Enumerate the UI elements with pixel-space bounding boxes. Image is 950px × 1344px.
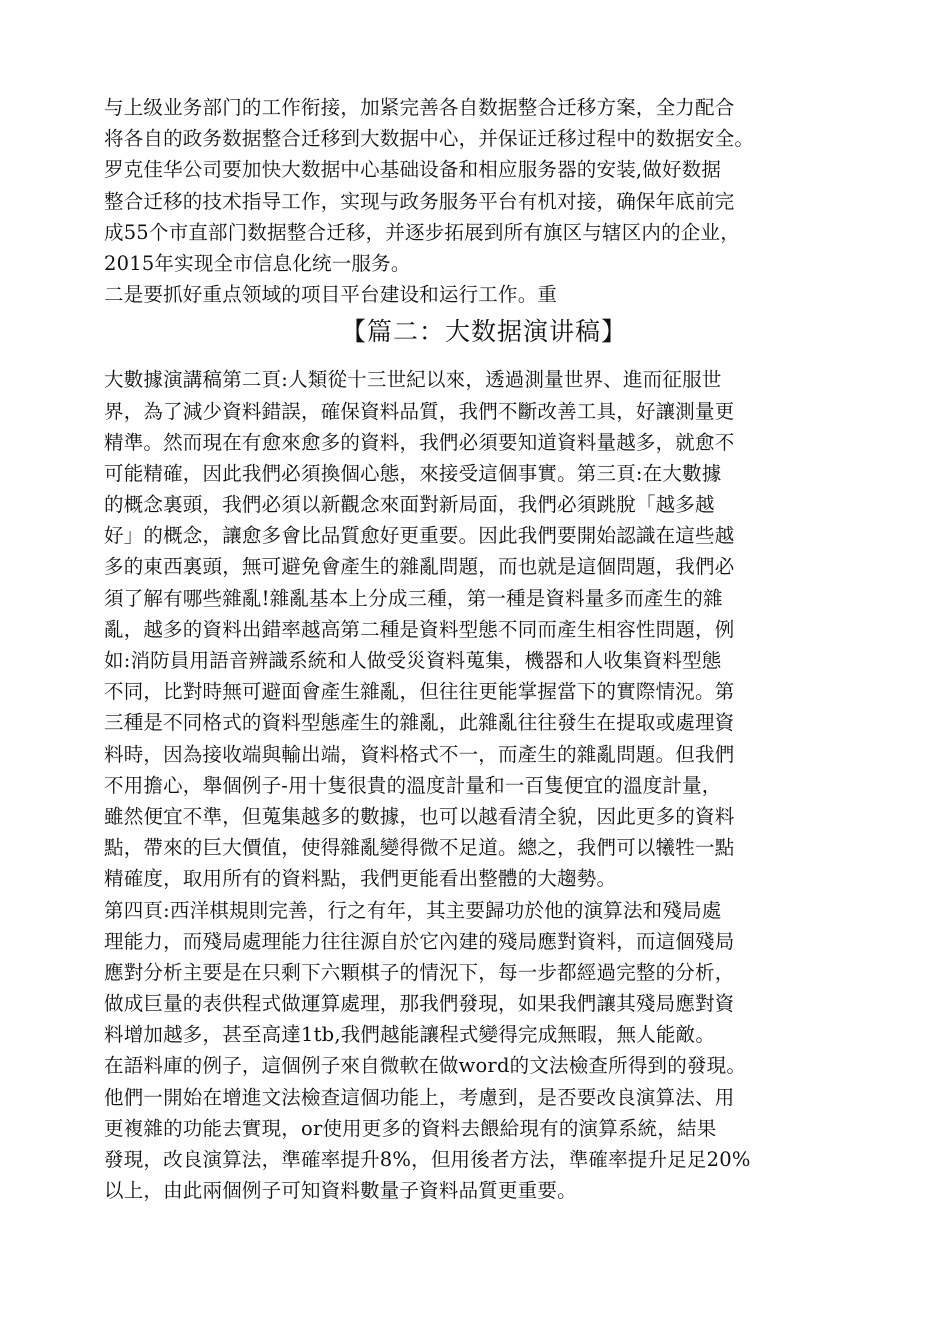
text-line: 精確度，取用所有的資料點，我們更能看出整體的大趨勢。 [104, 867, 617, 891]
text-line: 整合迁移的技术指导工作，实现与政务服务平台有机对接，确保年底前完 [104, 189, 735, 213]
text-line: 二是要抓好重点领域的项目平台建设和运行工作。重 [104, 283, 558, 307]
text-line: 三種是不同格式的資料型態產生的雜亂，此雜亂往往發生在提取或處理資 [104, 711, 735, 735]
text-line: 与上级业务部门的工作衔接，加紧完善各自数据整合迁移方案，全力配合 [104, 96, 735, 119]
text-line: 将各自的政务数据整合迁移到大数据中心，并保证迁移过程中的数据安全。 [104, 127, 755, 151]
document-page [104, 92, 864, 1206]
text-line: 在語料庫的例子，這個例子來自微軟在做word的文法檢查所得到的發現。 [104, 1054, 747, 1078]
text-line: 第四頁:西洋棋規則完善，行之有年，其主要歸功於他的演算法和殘局處 [104, 898, 722, 922]
text-line: 須了解有哪些雜亂!雜亂基本上分成三種，第一種是資料量多而產生的雜 [104, 586, 723, 610]
text-line: 點，帶來的巨大價值，使得雜亂變得微不足道。總之，我們可以犧牲一點 [104, 836, 735, 860]
text-line: 界，為了減少資料錯誤，確保資料品質，我們不斷改善工具，好讓測量更 [104, 399, 735, 423]
text-line: 罗克佳华公司要加快大数据中心基础设备和相应服务器的安装,做好数据 [104, 158, 722, 182]
text-line: 亂，越多的資料出錯率越高第二種是資料型態不同而產生相容性問題，例 [104, 617, 735, 641]
text-line: 如:消防員用語音辨識系統和人做受災資料蒐集，機器和人收集資料型態 [104, 649, 722, 672]
section-heading: 【篇二：大数据演讲稿】 [340, 317, 627, 347]
text-line: 好」的概念，讓愈多會比品質愈好更重要。因此我們要開始認識在這些越 [104, 524, 735, 548]
section-1-text [104, 92, 864, 310]
text-line: 多的東西裏頭，無可避免會產生的雜亂問題，而也就是這個問題，我們必 [104, 555, 735, 579]
text-line: 精準。然而現在有愈來愈多的資料，我們必須要知道資料量越多，就愈不 [104, 430, 735, 454]
text-line: 大數據演講稿第二頁:人類從十三世紀以來，透過測量世界、進而征服世 [104, 368, 722, 392]
text-line: 成55个市直部门数据整合迁移，并逐步拓展到所有旗区与辖区内的企业， [104, 220, 740, 244]
text-line: 不用擔心，舉個例子-用十隻很貴的溫度計量和一百隻便宜的溫度計量， [104, 773, 722, 797]
text-line: 料時，因為接收端與輸出端，資料格式不一，而產生的雜亂問題。但我們 [104, 742, 735, 766]
text-line: 2015年实现全市信息化统一服务。 [104, 251, 411, 275]
text-line: 的概念裏頭，我們必須以新觀念來面對新局面，我們必須跳脫「越多越 [104, 493, 715, 517]
text-line: 更複雜的功能去實現，or使用更多的資料去餵給現有的演算系統，結果 [104, 1116, 717, 1140]
text-line: 應對分析主要是在只剩下六顆棋子的情況下，每一步都經過完整的分析， [104, 960, 735, 984]
text-line: 做成巨量的表供程式做運算處理，那我們發現，如果我們讓其殘局應對資 [104, 992, 735, 1016]
text-line: 雖然便宜不準，但蒐集越多的數據，也可以越看清全貌，因此更多的資料 [104, 804, 735, 828]
text-line: 以上，由此兩個例子可知資料數量子資料品質更重要。 [104, 1179, 577, 1203]
text-line: 發現，改良演算法，準確率提升8%，但用後者方法，準確率提升足足20% [104, 1148, 751, 1171]
text-line: 可能精確，因此我們必須換個心態，來接受這個事實。第三頁:在大數據 [104, 461, 722, 485]
section-2-text [104, 364, 864, 1206]
text-line: 料增加越多，甚至高達1tb,我們越能讓程式變得完成無暇，無人能敵。 [104, 1023, 716, 1047]
text-line: 理能力，而殘局處理能力往往源自於它內建的殘局應對資料，而這個殘局 [104, 929, 735, 953]
text-line: 不同，比對時無可避面會產生雜亂，但往往更能掌握當下的實際情況。第 [104, 680, 735, 704]
text-line: 他們一開始在增進文法檢查這個功能上，考慮到，是否要改良演算法、用 [104, 1085, 735, 1109]
